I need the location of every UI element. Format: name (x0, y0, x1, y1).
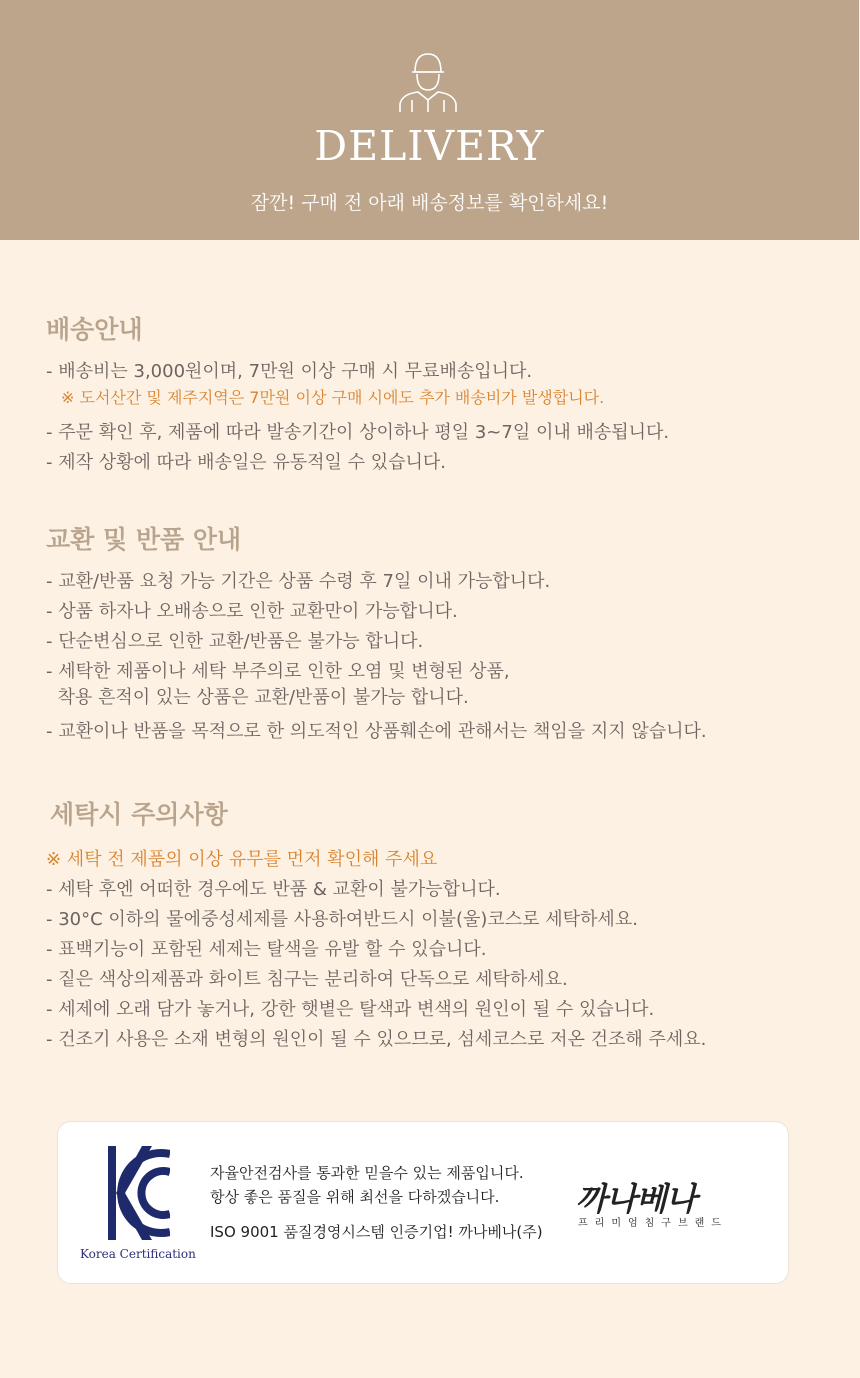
washing-notice: ※ 세탁 전 제품의 이상 유무를 먼저 확인해 주세요 (46, 849, 438, 870)
shipping-line: - 제작 상황에 따라 배송일은 유동적일 수 있습니다. (46, 452, 447, 473)
washing-line: - 세제에 오래 담가 놓거나, 강한 햇볕은 탈색과 변색의 원인이 될 수 있습니다. (46, 999, 655, 1020)
shipping-line: - 배송비는 3,000원이며, 7만원 이상 구매 시 무료배송입니다. (46, 361, 533, 382)
shipping-notice: ※ 도서산간 및 제주지역은 7만원 이상 구매 시에도 추가 배송비가 발생합니다. (61, 388, 605, 407)
washing-line: - 짙은 색상의제품과 화이트 침구는 분리하여 단독으로 세탁하세요. (46, 969, 568, 990)
brand-tagline: 프리미엄침구브랜드 (578, 1218, 728, 1229)
washing-section-title: 세탁시 주의사항 (50, 800, 228, 829)
exchange-line: - 교환/반품 요청 가능 기간은 상품 수령 후 7일 이내 가능합니다. (46, 571, 551, 592)
brand-logo: 까나베나 (576, 1180, 696, 1218)
washing-line: - 표백기능이 포함된 세제는 탈색을 유발 할 수 있습니다. (46, 939, 487, 960)
certification-box (57, 1121, 789, 1284)
exchange-line: - 상품 하자나 오배송으로 인한 교환만이 가능합니다. (46, 601, 458, 622)
kc-mark-icon (108, 1146, 170, 1240)
certification-line: 항상 좋은 품질을 위해 최선을 다하겠습니다. (210, 1188, 500, 1206)
delivery-header (0, 0, 859, 240)
washing-line: - 건조기 사용은 소재 변형의 원인이 될 수 있으므로, 섬세코스로 저온 건조해 주세요. (46, 1029, 707, 1050)
exchange-line: 착용 흔적이 있는 상품은 교환/반품이 불가능 합니다. (46, 687, 469, 708)
exchange-line: - 교환이나 반품을 목적으로 한 의도적인 상품훼손에 관해서는 책임을 지지 않습니다. (46, 721, 707, 742)
washing-line: - 세탁 후엔 어떠한 경우에도 반품 & 교환이 불가능합니다. (46, 879, 501, 900)
kc-caption: Korea Certification (80, 1247, 196, 1261)
page-title: DELIVERY (314, 122, 545, 170)
shipping-line: - 주문 확인 후, 제품에 따라 발송기간이 상이하나 평일 3~7일 이내 배송됩니다. (46, 422, 670, 443)
washing-line: - 30°C 이하의 물에중성세제를 사용하여반드시 이불(울)코스로 세탁하세요. (46, 909, 638, 930)
exchange-section-title: 교환 및 반품 안내 (46, 525, 242, 554)
shipping-section-title: 배송안내 (46, 315, 143, 344)
certification-line: ISO 9001 품질경영시스템 인증기업! 까나베나(주) (210, 1223, 543, 1241)
page-subtitle: 잠깐! 구매 전 아래 배송정보를 확인하세요! (250, 192, 609, 214)
certification-line: 자율안전검사를 통과한 믿을수 있는 제품입니다. (210, 1164, 524, 1182)
exchange-line: - 단순변심으로 인한 교환/반품은 불가능 합니다. (46, 631, 424, 652)
exchange-line: - 세탁한 제품이나 세탁 부주의로 인한 오염 및 변형된 상품, (46, 661, 510, 682)
delivery-person-icon (398, 50, 458, 114)
